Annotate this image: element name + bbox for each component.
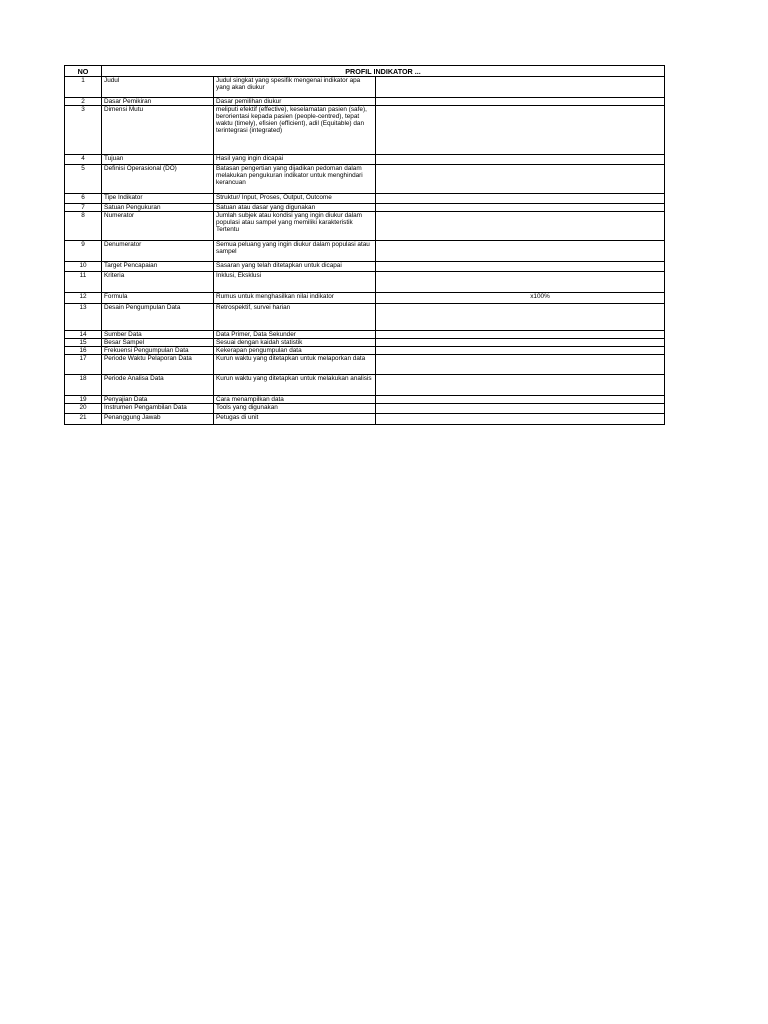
row-value[interactable] <box>376 347 665 355</box>
row-value[interactable] <box>376 98 665 106</box>
row-value[interactable] <box>376 304 665 331</box>
row-description: Judul singkat yang spesifik mengenai indikator apa yang akan diukur <box>214 77 376 98</box>
row-description: meliputi efektif (effective), keselamatan pasien (safe), berorientasi kepada pasien (people-centred), tepat waktu (timely), efisien (efficient), adil (Equitable) dan terintegrasi (integrated) <box>214 106 376 155</box>
table-row <box>65 339 665 347</box>
formula-multiplier: x100% <box>530 293 550 300</box>
row-field-name: Tujuan <box>102 155 214 165</box>
row-field-name: Formula <box>102 293 214 304</box>
table-row <box>65 293 665 304</box>
row-field-name: Periode Analisa Data <box>102 375 214 396</box>
row-value[interactable] <box>376 212 665 241</box>
row-value[interactable] <box>376 262 665 272</box>
row-number: 3 <box>65 106 102 155</box>
row-number: 11 <box>65 272 102 293</box>
table-row <box>65 304 665 331</box>
row-value[interactable] <box>376 106 665 155</box>
row-value[interactable] <box>376 165 665 194</box>
row-description: Rumus untuk menghasilkan nilai indikator <box>214 293 376 304</box>
row-number: 16 <box>65 347 102 355</box>
table-row <box>65 155 665 165</box>
row-description: Cara menampilkan data <box>214 396 376 404</box>
row-number: 21 <box>65 414 102 425</box>
row-field-name: Penyajian Data <box>102 396 214 404</box>
row-number: 9 <box>65 241 102 262</box>
row-value[interactable] <box>376 339 665 347</box>
row-value[interactable] <box>376 155 665 165</box>
row-description: Kekerapan pengumpulan data <box>214 347 376 355</box>
table-row <box>65 355 665 375</box>
row-description: Petugas di unit <box>214 414 376 425</box>
row-value[interactable] <box>376 375 665 396</box>
row-value[interactable] <box>376 293 665 304</box>
row-number: 19 <box>65 396 102 404</box>
table-row <box>65 396 665 404</box>
row-description: Struktur/ Input, Proses, Output, Outcome <box>214 194 376 204</box>
table-row <box>65 404 665 414</box>
row-number: 14 <box>65 331 102 339</box>
table-body <box>65 77 665 425</box>
row-field-name: Kriteria <box>102 272 214 293</box>
row-description: Dasar pemilihan diukur <box>214 98 376 106</box>
table-row <box>65 106 665 155</box>
row-field-name: Satuan Pengukuran <box>102 204 214 212</box>
row-field-name: Definisi Operasional (DO) <box>102 165 214 194</box>
table-row <box>65 212 665 241</box>
row-description: Jumlah subjek atau kondisi yang ingin diukur dalam populasi atau sampel yang memiliki karakteristik Tertentu <box>214 212 376 241</box>
row-number: 2 <box>65 98 102 106</box>
table-header-row <box>65 66 665 77</box>
row-value[interactable] <box>376 77 665 98</box>
table-row <box>65 414 665 425</box>
row-field-name: Penanggung Jawab <box>102 414 214 425</box>
table-row <box>65 262 665 272</box>
row-number: 17 <box>65 355 102 375</box>
row-field-name: Desain Pengumpulan Data <box>102 304 214 331</box>
table-row <box>65 194 665 204</box>
row-field-name: Frekuensi Pengumpulan Data <box>102 347 214 355</box>
row-field-name: Judul <box>102 77 214 98</box>
table-row <box>65 98 665 106</box>
row-number: 18 <box>65 375 102 396</box>
table-row <box>65 347 665 355</box>
row-number: 20 <box>65 404 102 414</box>
row-field-name: Denumerator <box>102 241 214 262</box>
profil-indikator-table <box>64 65 665 425</box>
row-field-name: Dasar Pemikiran <box>102 98 214 106</box>
row-value[interactable] <box>376 396 665 404</box>
row-number: 4 <box>65 155 102 165</box>
row-description: Batasan pengertian yang dijadikan pedoman dalam melakukan pengukuran indikator untuk menghindari kerancuan <box>214 165 376 194</box>
table-row <box>65 272 665 293</box>
table-row <box>65 165 665 194</box>
table-row <box>65 375 665 396</box>
row-number: 8 <box>65 212 102 241</box>
row-description: Kurun waktu yang ditetapkan untuk melakukan analisis <box>214 375 376 396</box>
row-description: Hasil yang ingin dicapai <box>214 155 376 165</box>
row-description: Retrospektif, survei harian <box>214 304 376 331</box>
row-description: Semua peluang yang ingin diukur dalam populasi atau sampel <box>214 241 376 262</box>
row-value[interactable] <box>376 355 665 375</box>
row-number: 10 <box>65 262 102 272</box>
row-value[interactable] <box>376 414 665 425</box>
row-description: Tools yang digunakan <box>214 404 376 414</box>
table-row <box>65 77 665 98</box>
row-value[interactable] <box>376 272 665 293</box>
row-number: 5 <box>65 165 102 194</box>
row-value[interactable] <box>376 404 665 414</box>
row-description: Sasaran yang telah ditetapkan untuk dicapai <box>214 262 376 272</box>
header-no: NO <box>65 66 102 77</box>
row-field-name: Target Pencapaian <box>102 262 214 272</box>
row-description: Kurun waktu yang ditetapkan untuk melaporkan data <box>214 355 376 375</box>
table-row <box>65 204 665 212</box>
row-number: 13 <box>65 304 102 331</box>
row-field-name: Besar Sampel <box>102 339 214 347</box>
row-description: Inklusi, Eksklusi <box>214 272 376 293</box>
row-description: Satuan atau dasar yang digunakan <box>214 204 376 212</box>
row-description: Data Primer, Data Sekunder <box>214 331 376 339</box>
table-row <box>65 241 665 262</box>
row-field-name: Sumber Data <box>102 331 214 339</box>
row-number: 7 <box>65 204 102 212</box>
profil-indikator-sheet <box>64 65 664 425</box>
row-number: 12 <box>65 293 102 304</box>
row-field-name: Periode Waktu Pelaporan Data <box>102 355 214 375</box>
row-field-name: Numerator <box>102 212 214 241</box>
header-title: PROFIL INDIKATOR ... <box>102 66 665 77</box>
row-field-name: Tipe Indikator <box>102 194 214 204</box>
row-number: 6 <box>65 194 102 204</box>
row-number: 1 <box>65 77 102 98</box>
row-field-name: Dimensi Mutu <box>102 106 214 155</box>
row-value[interactable] <box>376 241 665 262</box>
row-value[interactable] <box>376 204 665 212</box>
row-description: Sesuai dengan kaidah statistik <box>214 339 376 347</box>
row-value[interactable] <box>376 194 665 204</box>
table-row <box>65 331 665 339</box>
row-field-name: Instrumen Pengambilan Data <box>102 404 214 414</box>
row-value[interactable] <box>376 331 665 339</box>
row-number: 15 <box>65 339 102 347</box>
